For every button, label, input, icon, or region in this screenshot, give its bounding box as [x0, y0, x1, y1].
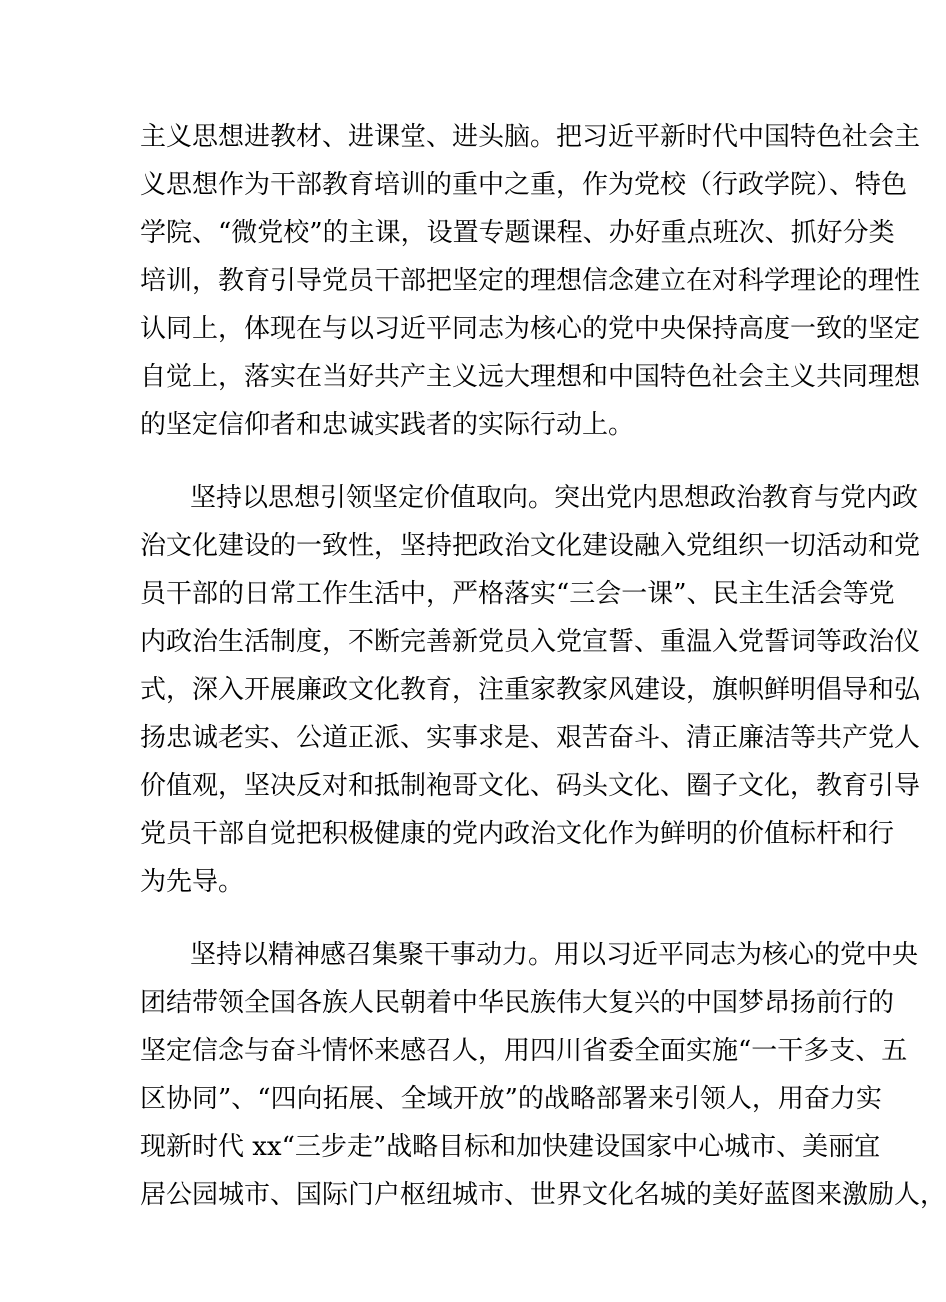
- text-line: 价值观，坚决反对和抵制袍哥文化、码头文化、圈子文化，教育引导: [140, 771, 921, 801]
- text-line: 坚持以思想引领坚定价值取向。突出党内思想政治教育与党内政: [190, 483, 919, 513]
- text-line: 现新时代 xx“三步走”战略目标和加快建设国家中心城市、美丽宜: [140, 1132, 881, 1162]
- text-line: 扬忠诚老实、公道正派、实事求是、艰苦奋斗、清正廉洁等共产党人: [140, 723, 921, 753]
- text-line: 团结带领全国各族人民朝着中华民族伟大复兴的中国梦昂扬前行的: [140, 988, 895, 1018]
- text-line: 居公园城市、国际门户枢纽城市、世界文化名城的美好蓝图来激励人，: [140, 1180, 946, 1210]
- document-body: [140, 113, 946, 1219]
- text-line: 员干部的日常工作生活中，严格落实“三会一课”、民主生活会等党: [140, 579, 895, 609]
- paragraph-3: [140, 931, 946, 1219]
- text-line: 区协同”、“四向拓展、全域开放”的战略部署来引领人，用奋力实: [140, 1084, 882, 1114]
- text-line: 坚持以精神感召集聚干事动力。用以习近平同志为核心的党中央: [190, 940, 919, 970]
- paragraph-spacer: [140, 906, 780, 931]
- text-line: 党员干部自觉把积极健康的党内政治文化作为鲜明的价值标杆和行: [140, 819, 895, 849]
- text-line: 主义思想进教材、进课堂、进头脑。把习近平新时代中国特色社会主: [140, 122, 921, 152]
- paragraph-spacer: [140, 449, 780, 474]
- text-line: 式，深入开展廉政文化教育，注重家教家风建设，旗帜鲜明倡导和弘: [140, 675, 921, 705]
- text-line: 认同上，体现在与以习近平同志为核心的党中央保持高度一致的坚定: [140, 314, 921, 344]
- text-line: 自觉上，落实在当好共产主义远大理想和中国特色社会主义共同理想: [140, 362, 921, 392]
- text-line: 治文化建设的一致性，坚持把政治文化建设融入党组织一切活动和党: [140, 531, 921, 561]
- text-line: 坚定信念与奋斗情怀来感召人，用四川省委全面实施“一干多支、五: [140, 1036, 908, 1066]
- text-line: 学院、“微党校”的主课，设置专题课程、办好重点班次、抓好分类: [140, 218, 895, 248]
- text-line: 为先导。: [140, 867, 245, 897]
- text-line: 义思想作为干部教育培训的重中之重，作为党校（行政学院）、特色: [140, 170, 908, 200]
- paragraph-2: [140, 474, 921, 906]
- text-line: 培训，教育引导党员干部把坚定的理想信念建立在对科学理论的理性: [140, 266, 921, 296]
- text-line: 内政治生活制度，不断完善新党员入党宣誓、重温入党誓词等政治仪: [140, 627, 921, 657]
- paragraph-1: [140, 113, 921, 449]
- text-line: 的坚定信仰者和忠诚实践者的实际行动上。: [140, 410, 635, 440]
